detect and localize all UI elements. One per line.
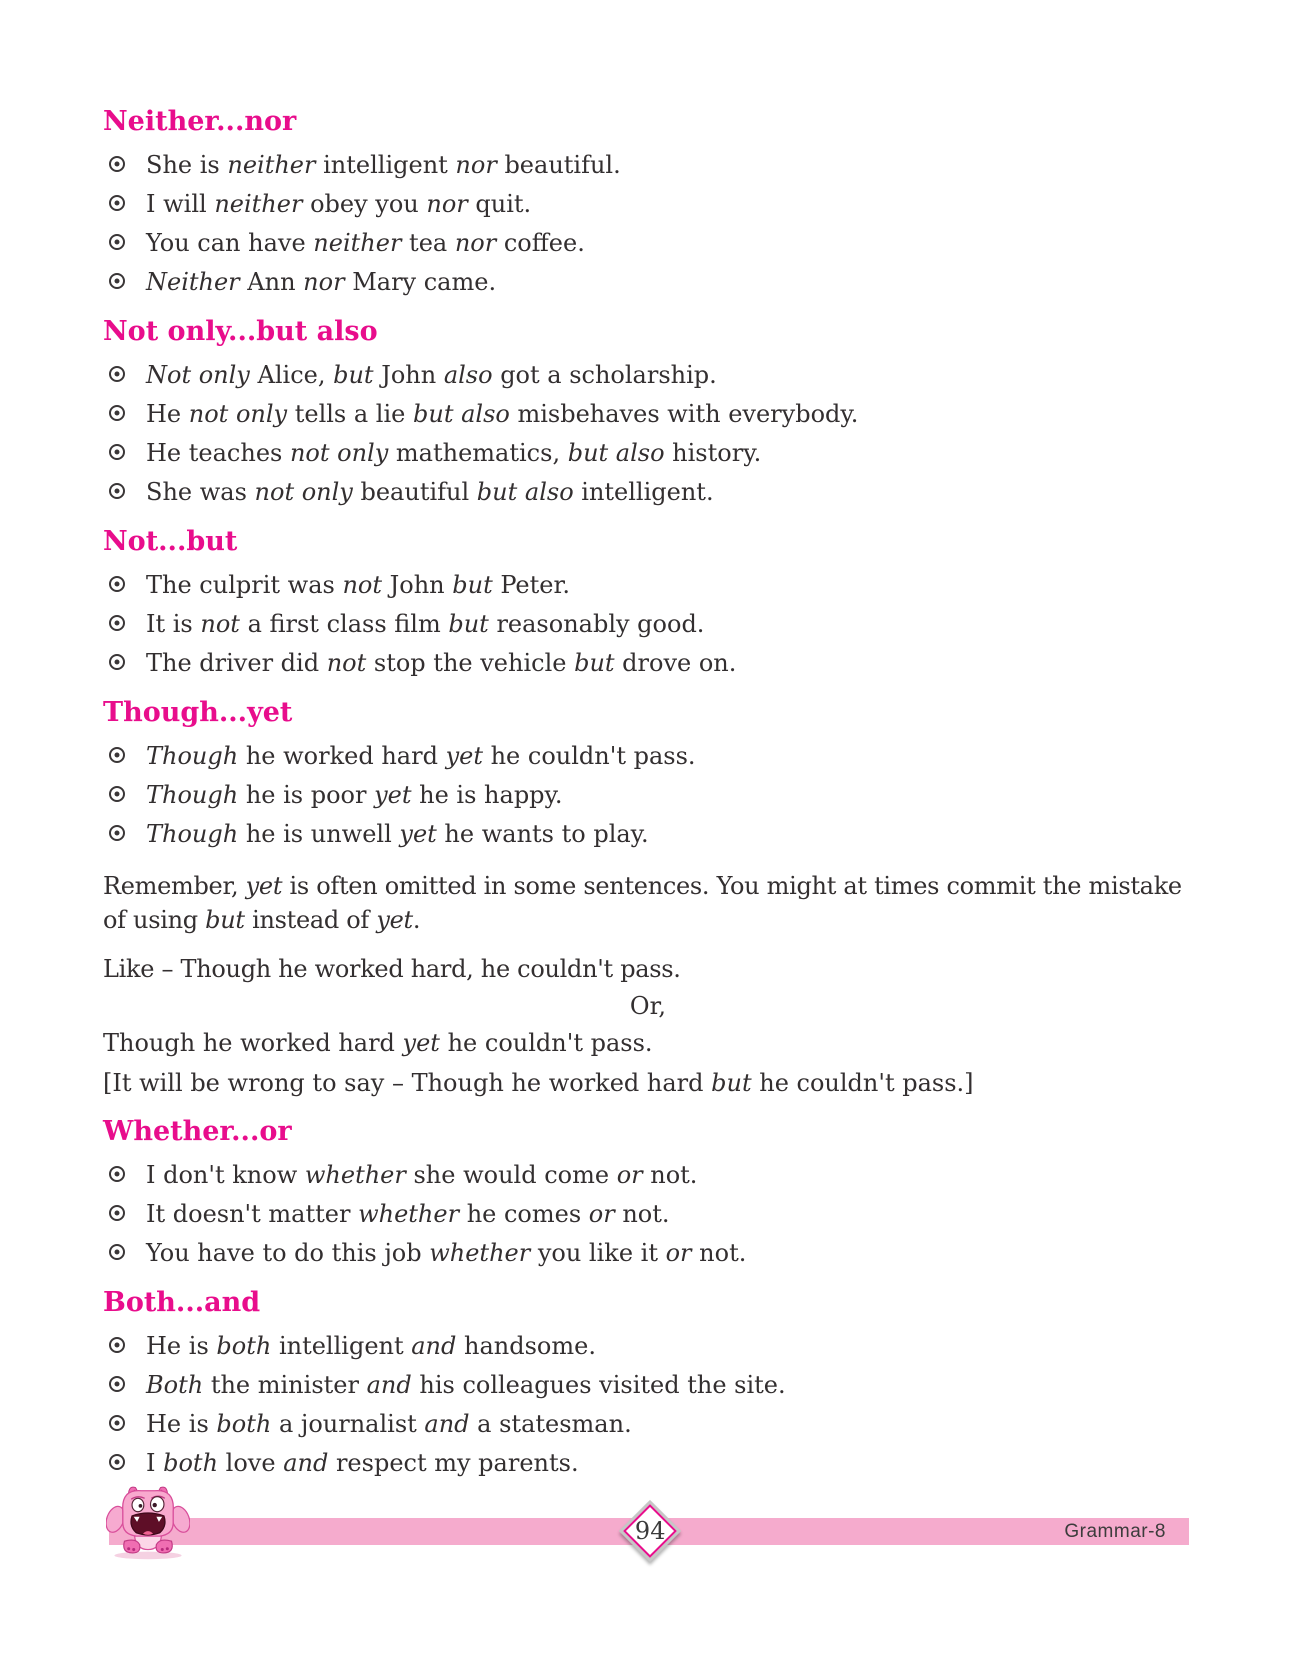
- example-sentence: Not only Alice, but John also got a scholarship.: [146, 361, 717, 389]
- circled-dot-bullet-icon: [109, 825, 125, 841]
- example-item: [103, 224, 1193, 263]
- circled-dot-bullet-icon: [109, 786, 125, 802]
- circled-dot-bullet-icon: [109, 366, 125, 382]
- crying-dog-mascot-icon: [106, 1482, 190, 1560]
- circled-dot-bullet-icon: [109, 156, 125, 172]
- section-heading: Neither...nor: [103, 106, 297, 137]
- section-heading: Not...but: [103, 526, 238, 557]
- example-sentence: Though he worked hard yet he couldn't pass.: [146, 742, 696, 770]
- example-item: [103, 1405, 1193, 1444]
- example-item: [103, 1195, 1193, 1234]
- book-title-label: Grammar-8: [1064, 1521, 1166, 1542]
- circled-dot-bullet-icon: [109, 1454, 125, 1470]
- page-content: [103, 0, 1193, 1483]
- example-sentence: The culprit was not John but Peter.: [146, 571, 570, 599]
- circled-dot-bullet-icon: [109, 747, 125, 763]
- example-sentence: You have to do this job whether you like it or not.: [146, 1239, 747, 1267]
- example-sentence: You can have neither tea nor coffee.: [146, 229, 585, 257]
- example-sentence: He teaches not only mathematics, but also history.: [146, 439, 762, 467]
- example-sentence: The driver did not stop the vehicle but drove on.: [146, 649, 737, 677]
- circled-dot-bullet-icon: [109, 1166, 125, 1182]
- circled-dot-bullet-icon: [109, 195, 125, 211]
- example-item: [103, 1327, 1193, 1366]
- section-heading: Though...yet: [103, 697, 293, 728]
- example-sentence: He is both a journalist and a statesman.: [146, 1410, 632, 1438]
- circled-dot-bullet-icon: [109, 576, 125, 592]
- circled-dot-bullet-icon: [109, 1337, 125, 1353]
- example-sentence: She was not only beautiful but also intelligent.: [146, 478, 714, 506]
- example-item: [103, 737, 1193, 776]
- circled-dot-bullet-icon: [109, 273, 125, 289]
- example-sentence: She is neither intelligent nor beautiful.: [146, 151, 621, 179]
- circled-dot-bullet-icon: [109, 654, 125, 670]
- circled-dot-bullet-icon: [109, 444, 125, 460]
- example-sentence: Though he is poor yet he is happy.: [146, 781, 563, 809]
- circled-dot-bullet-icon: [109, 1244, 125, 1260]
- example-item: [103, 605, 1193, 644]
- section-heading: Not only...but also: [103, 316, 378, 347]
- example-sentence: Though he is unwell yet he wants to play.: [146, 820, 649, 848]
- note-paragraph: Though he worked hard yet he couldn't pass.: [103, 1029, 653, 1057]
- example-item: [103, 566, 1193, 605]
- note-paragraph: [It will be wrong to say – Though he worked hard but he couldn't pass.]: [103, 1069, 974, 1097]
- example-sentence: It is not a first class film but reasonably good.: [146, 610, 705, 638]
- circled-dot-bullet-icon: [109, 483, 125, 499]
- circled-dot-bullet-icon: [109, 405, 125, 421]
- page-number-diamond: [619, 1500, 681, 1562]
- example-sentence: Both the minister and his colleagues visited the site.: [146, 1371, 786, 1399]
- circled-dot-bullet-icon: [109, 1376, 125, 1392]
- example-item: [103, 776, 1193, 815]
- example-item: [103, 1444, 1193, 1483]
- example-sentence: He not only tells a lie but also misbehaves with everybody.: [146, 400, 859, 428]
- example-sentence: I don't know whether she would come or not.: [146, 1161, 698, 1189]
- section-heading: Whether...or: [103, 1116, 292, 1147]
- example-item: [103, 395, 1193, 434]
- circled-dot-bullet-icon: [109, 1205, 125, 1221]
- example-item: [103, 356, 1193, 395]
- note-paragraph: Like – Though he worked hard, he couldn't pass.: [103, 955, 681, 983]
- example-item: [103, 1156, 1193, 1195]
- note-paragraph: Remember, yet is often omitted in some sentences. You might at times commit the mistake of using but instead of yet.: [103, 872, 1182, 934]
- page-number: 94: [634, 1516, 666, 1545]
- example-item: [103, 434, 1193, 473]
- example-item: [103, 185, 1193, 224]
- example-item: [103, 1366, 1193, 1405]
- example-item: [103, 473, 1193, 512]
- page-number-diamond-inner: [623, 1504, 677, 1558]
- circled-dot-bullet-icon: [109, 615, 125, 631]
- example-item: [103, 263, 1193, 302]
- example-sentence: He is both intelligent and handsome.: [146, 1332, 596, 1360]
- circled-dot-bullet-icon: [109, 234, 125, 250]
- example-item: [103, 146, 1193, 185]
- example-sentence: I will neither obey you nor quit.: [146, 190, 532, 218]
- section-heading: Both...and: [103, 1287, 261, 1318]
- example-item: [103, 1234, 1193, 1273]
- example-sentence: Neither Ann nor Mary came.: [146, 268, 497, 296]
- example-item: [103, 815, 1193, 854]
- example-sentence: I both love and respect my parents.: [146, 1449, 579, 1477]
- or-connector-line: Or,: [629, 992, 667, 1020]
- example-item: [103, 644, 1193, 683]
- circled-dot-bullet-icon: [109, 1415, 125, 1431]
- example-sentence: It doesn't matter whether he comes or not.: [146, 1200, 670, 1228]
